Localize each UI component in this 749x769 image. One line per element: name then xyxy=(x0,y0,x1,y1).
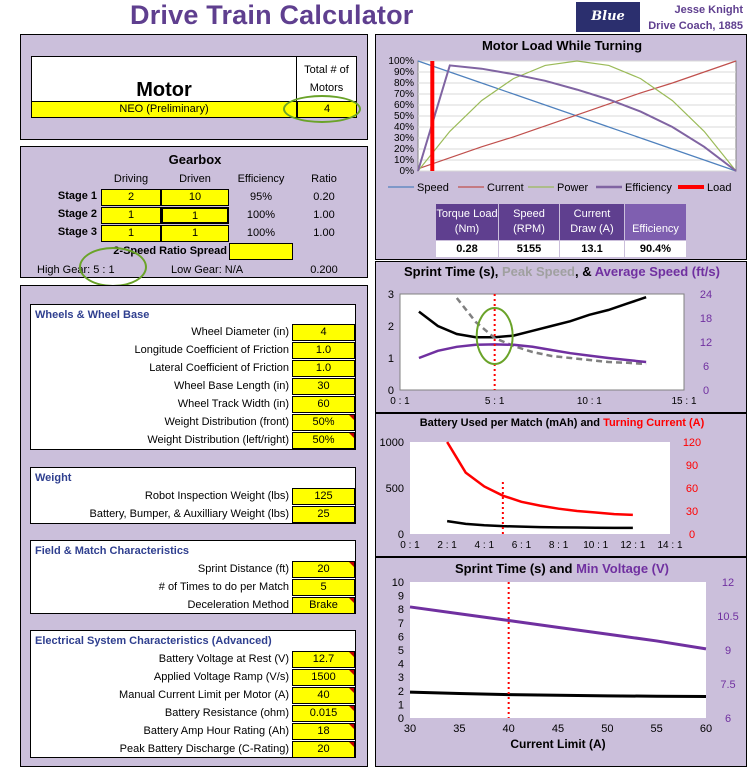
motor-count-header: Total # of Motors xyxy=(296,57,356,101)
legend-label: Speed xyxy=(417,182,449,194)
y-right-tick-label: 7.5 xyxy=(720,679,736,691)
y-tick-label: 90% xyxy=(393,67,414,78)
x-tick-label: 60 xyxy=(699,723,713,735)
x-tick-label: 5 : 1 xyxy=(484,396,505,407)
author-block xyxy=(648,2,743,34)
y-left-tick-label: 3 xyxy=(397,672,404,685)
times-per-match-label: # of Times to do per Match xyxy=(158,581,289,593)
stage3-efficiency: 100% xyxy=(246,227,276,239)
y-left-tick-label: 6 xyxy=(397,631,404,644)
battery-panel xyxy=(375,413,747,557)
y-left-tick-label: 1 xyxy=(397,699,404,712)
stage-label: Stage 2 xyxy=(57,208,97,220)
high-gear-readout: High Gear: 5 : 1 xyxy=(37,264,115,276)
voltage-title-part1: Sprint Time (s) and xyxy=(454,561,577,576)
y-tick-label: 30% xyxy=(393,133,414,144)
amp-hour-input[interactable]: 18 xyxy=(292,723,355,740)
y-tick-label: 80% xyxy=(393,78,414,89)
x-tick-label: 0 : 1 xyxy=(400,540,420,551)
stage1-driven-input[interactable]: 10 xyxy=(161,189,229,206)
y-left-tick-label: 2 xyxy=(387,321,394,333)
x-tick-label: 0 : 1 xyxy=(390,396,410,407)
stage1-efficiency: 95% xyxy=(249,191,273,203)
motor-load-panel xyxy=(375,34,747,260)
wheel-base-label: Wheel Base Length (in) xyxy=(174,380,289,392)
current-limit-label: Manual Current Limit per Motor (A) xyxy=(119,689,289,701)
amp-hour-label: Battery Amp Hour Rating (Ah) xyxy=(143,725,289,737)
y-left-tick-label: 0 xyxy=(397,529,404,541)
voltage-chart-title xyxy=(376,561,748,576)
x-tick-label: 15 : 1 xyxy=(671,396,697,407)
gearbox-panel xyxy=(20,146,368,278)
c-rating-input[interactable]: 20 xyxy=(292,741,355,758)
stage-label: Stage 3 xyxy=(57,226,97,238)
y-right-tick-label: 18 xyxy=(699,313,713,325)
load-header-current: Current Draw (A) xyxy=(560,204,624,240)
y-left-tick-label: 9 xyxy=(397,590,404,603)
legend-label: Power xyxy=(557,182,589,194)
robot-weight-label: Robot Inspection Weight (lbs) xyxy=(144,490,289,502)
team-logo: Blue xyxy=(576,2,640,32)
current-limit-input[interactable]: 40 xyxy=(292,687,355,704)
voltage-panel xyxy=(375,557,747,767)
y-right-tick-label: 12 xyxy=(721,578,735,589)
robot-weight-input[interactable]: 125 xyxy=(292,488,355,505)
load-current-value: 13.1 xyxy=(560,241,624,257)
load-table xyxy=(436,204,686,258)
battery-title-part1: Battery Used per Match (mAh) and xyxy=(419,417,604,429)
x-tick-label: 14 : 1 xyxy=(657,540,683,551)
y-right-tick-label: 90 xyxy=(685,460,699,472)
gearbox-header-efficiency: Efficiency xyxy=(237,173,285,185)
y-left-tick-label: 4 xyxy=(397,658,404,671)
battery-title-current: Turning Current (A) xyxy=(603,417,705,429)
lateral-friction-input[interactable]: 1.0 xyxy=(292,360,355,377)
y-left-tick-label: 2 xyxy=(397,685,404,698)
x-tick-label: 45 xyxy=(551,723,565,735)
low-gear-readout: Low Gear: N/A xyxy=(171,264,244,276)
battery-chart xyxy=(378,432,746,556)
sprint-title-peak: Peak Speed xyxy=(502,264,575,279)
x-tick-label: 10 : 1 xyxy=(583,540,609,551)
c-rating-label: Peak Battery Discharge (C-Rating) xyxy=(119,743,289,755)
y-right-tick-label: 120 xyxy=(682,437,702,449)
battery-voltage-input[interactable]: 12.7 xyxy=(292,651,355,668)
y-tick-label: 0% xyxy=(399,166,414,177)
deceleration-select[interactable]: Brake xyxy=(292,597,355,614)
x-tick-label: 50 xyxy=(601,723,614,735)
x-tick-label: 2 : 1 xyxy=(437,540,457,551)
y-right-tick-label: 24 xyxy=(699,289,713,301)
battery-voltage-label: Battery Voltage at Rest (V) xyxy=(158,653,289,665)
x-tick-label: 35 xyxy=(453,723,466,735)
load-speed-value: 5155 xyxy=(499,241,559,257)
y-right-tick-label: 60 xyxy=(685,483,699,495)
y-tick-label: 100% xyxy=(388,56,414,67)
stage3-driving-input[interactable]: 1 xyxy=(101,225,161,242)
longitude-friction-input[interactable]: 1.0 xyxy=(292,342,355,359)
lateral-friction-label: Lateral Coefficient of Friction xyxy=(149,362,289,374)
x-tick-label: 4 : 1 xyxy=(474,540,495,551)
stage3-ratio: 1.00 xyxy=(313,227,335,239)
weight-dist-lr-label: Weight Distribution (left/right) xyxy=(147,434,289,446)
sprint-distance-label: Sprint Distance (ft) xyxy=(197,563,289,575)
gearbox-header-driven: Driven xyxy=(179,173,211,185)
sprint-chart xyxy=(378,282,746,412)
y-right-tick-label: 6 xyxy=(702,361,710,373)
load-efficiency-value: 90.4% xyxy=(625,241,686,257)
sprint-chart-title xyxy=(376,264,748,279)
y-right-tick-label: 10.5 xyxy=(717,611,739,623)
y-left-tick-label: 3 xyxy=(387,289,394,301)
stage3-driven-input[interactable]: 1 xyxy=(161,225,229,242)
load-torque-value: 0.28 xyxy=(436,241,498,257)
motor-load-title: Motor Load While Turning xyxy=(481,38,643,53)
y-tick-label: 60% xyxy=(393,100,414,111)
voltage-chart xyxy=(378,578,746,766)
stage2-driven-input[interactable]: 1 xyxy=(161,207,229,224)
legend-label: Load xyxy=(707,182,732,194)
y-tick-label: 10% xyxy=(393,155,414,166)
y-left-tick-label: 8 xyxy=(397,604,404,617)
highlight-ellipse xyxy=(283,95,361,123)
x-tick-label: 55 xyxy=(650,723,663,735)
sprint-title-part3: , & xyxy=(575,264,595,279)
aux-weight-label: Battery, Bumper, & Auxilliary Weight (lbs) xyxy=(89,508,289,520)
motor-count-input[interactable]: 4 xyxy=(297,101,357,118)
y-tick-label: 20% xyxy=(393,144,414,155)
stage2-driving-input[interactable]: 1 xyxy=(101,207,161,224)
gearbox-title: Gearbox xyxy=(168,152,222,167)
deceleration-label: Deceleration Method xyxy=(187,599,289,611)
load-header-speed: Speed (RPM) xyxy=(499,204,559,240)
y-right-tick-label: 0 xyxy=(688,529,696,541)
weight-dist-front-input[interactable]: 50% xyxy=(292,414,355,431)
x-tick-label: 12 : 1 xyxy=(620,540,646,551)
voltage-ramp-input[interactable]: 1500 xyxy=(292,669,355,686)
y-left-tick-label: 7 xyxy=(397,617,404,630)
sprint-distance-input[interactable]: 20 xyxy=(292,561,355,578)
legend-label: Current xyxy=(487,182,524,194)
y-tick-label: 70% xyxy=(393,89,414,100)
aux-weight-input[interactable]: 25 xyxy=(292,506,355,523)
y-right-tick-label: 9 xyxy=(724,645,732,657)
legend-label: Efficiency xyxy=(625,182,672,194)
y-tick-label: 50% xyxy=(393,111,414,122)
y-right-tick-label: 30 xyxy=(685,506,699,518)
battery-resistance-label: Battery Resistance (ohm) xyxy=(164,707,289,719)
voltage-ramp-label: Applied Voltage Ramp (V/s) xyxy=(153,671,289,683)
y-left-tick-label: 5 xyxy=(397,645,404,657)
y-right-tick-label: 12 xyxy=(699,337,713,349)
motor-load-chart xyxy=(378,55,746,203)
author-role: Drive Coach, 1885 xyxy=(648,20,743,32)
track-width-label: Wheel Track Width (in) xyxy=(177,398,289,410)
plot-area xyxy=(400,294,684,390)
x-tick-label: 8 : 1 xyxy=(548,540,569,551)
load-header-efficiency: Efficiency xyxy=(625,204,686,240)
motor-panel xyxy=(20,34,368,140)
battery-resistance-input[interactable]: 0.015 xyxy=(292,705,355,722)
x-axis-label: Current Limit (A) xyxy=(510,737,606,751)
battery-chart-title xyxy=(376,417,748,429)
wheels-title: Wheels & Wheel Base xyxy=(35,309,150,321)
y-right-tick-label: 0 xyxy=(702,385,710,397)
x-tick-label: 6 : 1 xyxy=(511,540,532,551)
load-header-torque: Torque Load (Nm) xyxy=(436,204,498,240)
gearbox-header-ratio: Ratio xyxy=(311,173,337,185)
x-tick-label: 40 xyxy=(502,723,515,735)
motor-title: Motor xyxy=(136,79,192,101)
stage-label: Stage 1 xyxy=(57,190,97,202)
wheel-base-input[interactable]: 30 xyxy=(292,378,355,395)
wheel-diameter-label: Wheel Diameter (in) xyxy=(191,326,289,338)
weight-dist-lr-input[interactable]: 50% xyxy=(292,432,355,449)
stage2-efficiency: 100% xyxy=(246,209,276,221)
sprint-panel xyxy=(375,261,747,413)
y-left-tick-label: 1 xyxy=(387,353,394,365)
stage1-ratio: 0.20 xyxy=(313,191,335,203)
x-tick-label: 10 : 1 xyxy=(576,396,602,407)
weight-title: Weight xyxy=(35,472,72,484)
field-title: Field & Match Characteristics xyxy=(35,545,190,557)
weight-dist-front-label: Weight Distribution (front) xyxy=(164,416,289,428)
voltage-title-min: Min Voltage (V) xyxy=(576,561,670,576)
y-left-tick-label: 1000 xyxy=(379,437,404,449)
stage1-driving-input[interactable]: 2 xyxy=(101,189,161,206)
times-per-match-input[interactable]: 5 xyxy=(292,579,355,596)
total-ratio: 0.200 xyxy=(310,264,338,276)
stage2-ratio: 1.00 xyxy=(313,209,335,221)
spread-label: 2-Speed Ratio Spread xyxy=(113,245,227,257)
sprint-title-average: Average Speed (ft/s) xyxy=(594,264,720,279)
page-title: Drive Train Calculator xyxy=(130,0,414,30)
spread-input[interactable] xyxy=(229,243,293,260)
y-left-tick-label: 10 xyxy=(391,578,404,589)
y-left-tick-label: 0 xyxy=(387,385,394,397)
wheel-diameter-input[interactable]: 4 xyxy=(292,324,355,341)
author-name: Jesse Knight xyxy=(674,4,743,16)
motor-select[interactable]: NEO (Preliminary) xyxy=(31,101,297,118)
highlight-ellipse xyxy=(79,247,147,287)
electrical-title: Electrical System Characteristics (Advanced) xyxy=(35,635,272,647)
track-width-input[interactable]: 60 xyxy=(292,396,355,413)
y-tick-label: 40% xyxy=(393,122,414,133)
longitude-friction-label: Longitude Coefficient of Friction xyxy=(134,344,289,356)
x-tick-label: 30 xyxy=(403,723,417,735)
y-left-tick-label: 500 xyxy=(385,483,404,495)
sprint-title-part1: Sprint Time (s), xyxy=(404,264,502,279)
gearbox-header-driving: Driving xyxy=(113,173,149,185)
y-left-tick-label: 0 xyxy=(397,713,404,725)
y-right-tick-label: 6 xyxy=(724,713,732,725)
